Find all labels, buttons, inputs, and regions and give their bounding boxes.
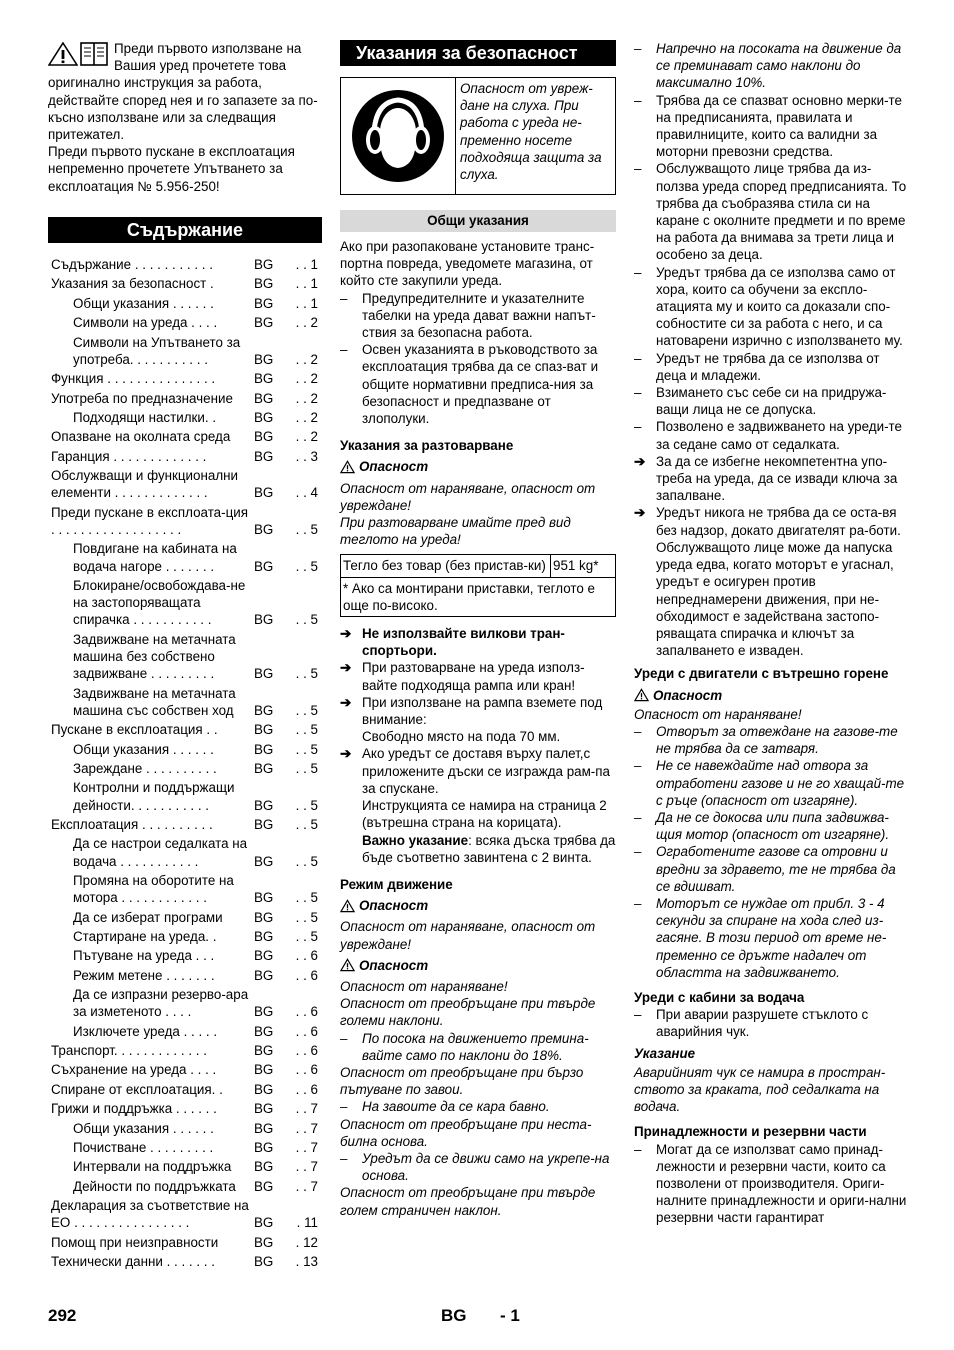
toc-entry[interactable] — [48, 1196, 322, 1233]
toc-entry[interactable] — [48, 1060, 322, 1079]
toc-entry-lang: BG — [254, 909, 274, 925]
toc-entry[interactable] — [48, 1177, 322, 1196]
toc-entry-page: . . 2 — [295, 429, 318, 445]
toc-entry-lang: BG — [254, 816, 274, 832]
toc-entry-title: Съхранение на уреда . . . . — [51, 1062, 217, 1078]
arrow-item: ➔ При използване на рампа вземете под внимание: Свободно място на пода 70 мм. — [340, 694, 603, 745]
footer-section-page: - 1 — [500, 1306, 520, 1325]
toc-entry-page: . . 5 — [295, 909, 318, 925]
note-title: Указание — [634, 1045, 696, 1061]
toc-entry[interactable] — [48, 255, 322, 274]
toc-entry-title: Технически данни . . . . . . . — [51, 1254, 215, 1270]
list-item: – Напречно на посоката на движение да се преминават само наклони до максимално 10%. — [634, 41, 902, 91]
toc-entry-page: . . 5 — [295, 797, 318, 813]
toc-entry-title: Декларация за съответствие на ЕО . . . . . . . . . . . . . . . . — [51, 1198, 249, 1231]
toc-entry[interactable] — [48, 985, 322, 1022]
toc-entry-lang: BG — [254, 558, 274, 574]
drive-warning: Опасност от преобръщане при бързо пътуване по завои. — [340, 1064, 584, 1098]
intro-icons — [48, 42, 108, 66]
toc-entry-title: Съдържание . . . . . . . . . . . — [51, 257, 213, 273]
toc-entry-title: Обслужващи и функционални елементи . . . . . . . . . . . . . — [51, 468, 239, 501]
toc-entry-title: Да се изберат програми — [73, 909, 223, 925]
toc-entry[interactable] — [48, 447, 322, 466]
toc-entry-title: Експлоатация . . . . . . . . . . — [51, 816, 213, 832]
toc-entry[interactable] — [48, 1022, 322, 1041]
drive-warning: Опасност от преобръщане при твърде голем страничен наклон. — [340, 1185, 596, 1218]
toc-entry-title: Транспорт. . . . . . . . . . . . . — [51, 1043, 207, 1059]
toc-entry-lang: BG — [254, 371, 274, 387]
toc-entry-title: Задвижване на метачната машина със собствен ход — [73, 685, 236, 718]
toc-entry[interactable] — [48, 333, 322, 370]
toc-entry-title: Интервали на поддръжка — [73, 1159, 232, 1175]
toc-entry[interactable] — [48, 576, 322, 630]
drive-warning: Опасност от преобръщане при твърде големи наклони. — [340, 996, 596, 1029]
unload-warning-2: При разтоварване имайте пред вид теглото на уреда! — [340, 515, 571, 548]
list-item: – При аварии разрушете стъклото с аварийния чук. — [634, 1007, 869, 1040]
toc-entry[interactable] — [48, 408, 322, 427]
ice-title: Уреди с двигатели с вътрешно горене — [634, 666, 889, 682]
toc-entry-lang: BG — [254, 315, 274, 331]
toc-entry-title: Стартиране на уреда. . — [73, 928, 217, 944]
arrow-item: ➔ При разтоварване на уреда използ-вайте подходяща рампа или кран! — [340, 660, 585, 693]
toc-entry-page: . 12 — [295, 1234, 318, 1250]
toc-entry-title: Зареждане . . . . . . . . . . — [73, 760, 217, 776]
drive-warning: Опасност от нараняване, опасност от увреждане! — [340, 919, 596, 952]
toc-entry-title: Употреба по предназначение — [51, 390, 233, 406]
toc-entry-lang: BG — [254, 1215, 274, 1231]
drive-warning: Опасност от преобръщане при неста-билна основа. — [340, 1116, 592, 1149]
toc-entry-lang: BG — [254, 967, 274, 983]
list-item: – Уредът да се движи само на укрепе-на основа. — [340, 1150, 610, 1184]
hearing-protection-icon — [350, 88, 446, 184]
weight-value: 951 kg* — [551, 555, 616, 577]
list-item: – Огработените газове са отровни и вредни за здравето, те не трябва да се вдишват. — [634, 844, 896, 894]
toc-entry-lang: BG — [254, 1101, 274, 1117]
toc-entry-lang: BG — [254, 1004, 274, 1020]
danger-heading: Опасност — [634, 687, 910, 704]
para-unpack: Ако при разопаковане установите транс-портна повреда, уведомете магазина, от който сте закупили уреда. — [340, 239, 595, 289]
toc-entry[interactable] — [48, 1080, 322, 1099]
hearing-warning-box — [340, 77, 616, 195]
toc-entry[interactable] — [48, 1157, 322, 1176]
list-item: – Обслужващото лице трябва да из-ползва уреда според предписанията. То трябва да съобразява стила си на каране с околните предмети и по време на работа да внимава за трети лица и особено за деца. — [634, 161, 907, 263]
toc-entry[interactable] — [48, 759, 322, 778]
toc-entry-title: Почистване . . . . . . . . . — [73, 1140, 214, 1156]
toc-entry-title: Контролни и поддържащи дейности. . . . . . . . . . . — [73, 780, 235, 813]
manual-book-icon — [80, 42, 108, 66]
weight-note: * Ако са монтирани приставки, теглото е още по-високо. — [341, 577, 616, 616]
warning-icon — [634, 688, 649, 702]
toc-entry-title: Символи на Упътването за употреба. . . . . . . . . . . — [73, 334, 241, 367]
toc-entry-page: . . 5 — [295, 816, 318, 832]
toc-entry-lang: BG — [254, 351, 274, 367]
toc-entry[interactable] — [48, 369, 322, 388]
list-item: – По посока на движението премина-вайте само по наклони до 18%. — [340, 1030, 589, 1063]
toc-entry-lang: BG — [254, 797, 274, 813]
toc-entry-lang: BG — [254, 1254, 274, 1270]
toc-entry-lang: BG — [254, 1043, 274, 1059]
arrow-item: ➔ Ако уредът се доставя върху палет,с приложените дъски се изгражда рам-па за спускане. Инструкцията се намира на страница 2 (вътрешна страна на корицата). Важно указание: всяка дъска трябва да бъде съответно завинтена с 2 винта. — [340, 746, 616, 865]
list-item: – Отворът за отвеждане на газове-те не трябва да се затваря. — [634, 723, 898, 757]
toc-entry-page: . . 2 — [295, 371, 318, 387]
toc-entry-lang: BG — [254, 1140, 274, 1156]
toc-entry-page: . . 5 — [295, 853, 318, 869]
toc-entry[interactable] — [48, 871, 322, 908]
toc-entry-title: Преди пускане в експлоата-ция . . . . . . . . . . . . . . . . . . — [51, 504, 248, 537]
toc-entry-title: Повдигане на кабината на водача нагоре . . . . . . . — [73, 541, 237, 574]
unload-warning-1: Опасност от нараняване, опасност от увреждане! — [340, 480, 596, 513]
list-item: – Моторът се нуждае от прибл. 3 - 4 секунди за спиране на хода след из-гасяне. В този период от време не-пременно се дръжте надалеч от областта на задвижването. — [634, 895, 887, 980]
column-middle — [340, 40, 616, 1219]
toc-entry-lang: BG — [254, 1062, 274, 1078]
toc-entry-page: . . 1 — [295, 257, 318, 273]
toc-entry-page: . . 6 — [295, 1023, 318, 1039]
note-text: Аварийният чук се намира в простран-ството за краката, под седалката на водача. — [634, 1064, 886, 1115]
toc-entry-lang: BG — [254, 429, 274, 445]
toc-entry-lang: BG — [254, 1120, 274, 1136]
warning-icon — [340, 958, 355, 972]
toc-entry-title: Режим метене . . . . . . . — [73, 967, 215, 983]
table-of-contents — [48, 255, 322, 1271]
column-left — [48, 40, 322, 1271]
hearing-warning-text: Опасност от увреж-дане на слуха. При работа с уреда не-пременно носете подходяща защита за слуха. — [460, 81, 602, 183]
toc-entry-lang: BG — [254, 948, 274, 964]
toc-entry-title: Функция . . . . . . . . . . . . . . . — [51, 371, 216, 387]
toc-entry[interactable] — [48, 1138, 322, 1157]
toc-entry-lang: BG — [254, 276, 274, 292]
warning-icon — [48, 42, 78, 66]
toc-entry-lang: BG — [254, 760, 274, 776]
toc-entry-title: Спиране от експлоатация. . — [51, 1081, 223, 1097]
danger-heading: Опасност — [340, 897, 616, 914]
toc-entry-page: . . 6 — [295, 948, 318, 964]
toc-entry-page: . . 5 — [295, 522, 318, 537]
toc-entry-page: . . 6 — [295, 967, 318, 983]
danger-heading: Опасност — [340, 458, 616, 475]
arrow-item: ➔ Не използвайте вилкови тран-спортьори. — [340, 626, 565, 659]
toc-entry-page: . . 5 — [295, 722, 318, 738]
toc-entry-lang: BG — [254, 853, 274, 869]
intro-block — [48, 40, 322, 200]
toc-entry-lang: BG — [254, 485, 274, 501]
toc-entry-page: . . 5 — [295, 741, 318, 757]
toc-entry[interactable] — [48, 503, 322, 540]
toc-entry-page: . . 2 — [295, 315, 318, 331]
toc-entry[interactable] — [48, 927, 322, 946]
toc-entry-page: . . 2 — [295, 410, 318, 426]
footer-lang: BG — [441, 1306, 467, 1325]
toc-entry-page: . 13 — [295, 1254, 318, 1270]
toc-entry-page: . . 5 — [295, 558, 318, 574]
arrow-item: ➔ Уредът никога не трябва да се оста-вя без надзор, докато двигателят ра-боти. Обслужващото лице може да напуска уреда едва, когато моторът е угаснал, уредът е осигурен против непреднамерени движения, при не-обходимост е задействана застопо-ряващата спирачка и ключът за запалването е изваден. — [634, 505, 901, 659]
toc-entry-page: . . 1 — [295, 276, 318, 292]
toc-entry-title: Общи указания . . . . . . — [73, 1120, 214, 1136]
drive-warning: Опасност от нараняване! — [340, 978, 508, 994]
toc-entry-title: Пускане в експлоатация . . — [51, 722, 218, 738]
toc-entry-title: Пътуване на уреда . . . — [73, 948, 215, 964]
toc-entry-page: . . 2 — [295, 390, 318, 406]
weight-label: Тегло без товар (без пристав-ки) — [341, 555, 551, 577]
toc-entry[interactable] — [48, 1119, 322, 1138]
toc-title: Съдържание — [48, 217, 322, 243]
toc-entry-page: . . 6 — [295, 1004, 318, 1020]
toc-entry-title: Да се настрои седалката на водача . . . . . . . . . . . — [73, 836, 248, 869]
toc-entry-lang: BG — [254, 522, 274, 537]
toc-entry-page: . . 5 — [295, 760, 318, 776]
toc-entry-page: . . 7 — [295, 1159, 318, 1175]
toc-entry-lang: BG — [254, 257, 274, 273]
ice-warning: Опасност от нараняване! — [634, 706, 802, 722]
toc-entry-lang: BG — [254, 1234, 274, 1250]
toc-entry-lang: BG — [254, 1023, 274, 1039]
list-item: – Не се навеждайте над отвора за отработени газове и не го хващай-те с ръце (опасност от изгаряне). — [634, 758, 905, 808]
toc-entry-page: . . 7 — [295, 1178, 318, 1194]
toc-entry-title: Блокиране/освобождава-не на застопоряващата спирачка . . . . . . . . . . . — [73, 577, 246, 628]
toc-entry-page: . . 7 — [295, 1120, 318, 1136]
toc-entry-page: . . 2 — [295, 351, 318, 367]
toc-entry-page: . . 7 — [295, 1140, 318, 1156]
toc-entry-page: . . 6 — [295, 1081, 318, 1097]
drive-title: Режим движение — [340, 876, 453, 892]
toc-entry-lang: BG — [254, 1081, 274, 1097]
page-number: 292 — [48, 1306, 77, 1325]
toc-entry-page: . . 5 — [295, 928, 318, 944]
toc-entry[interactable] — [48, 313, 322, 332]
toc-entry-title: Изключете уреда . . . . . — [73, 1023, 218, 1039]
column-right — [634, 40, 910, 1227]
toc-entry-lang: BG — [254, 448, 274, 464]
danger-heading: Опасност — [340, 957, 616, 974]
toc-entry[interactable] — [48, 683, 322, 720]
list-item: – Могат да се използват само принад-лежности и резервни части, които са позволени от производителя. Ориги-налните принадлежности и ориги-нални резервни части гарантират — [634, 1141, 907, 1226]
list-item: – Трябва да се спазват основно мерки-те на предписанията, правилата и правилниците, които са валидни за моторни превозни средства. — [634, 92, 902, 160]
toc-entry-title: Промяна на оборотите на мотора . . . . . . . . . . . . — [73, 872, 234, 906]
list-item: – Уредът трябва да се използва само от хора, които са обучени за експло-атацията му и които са доказали спо-собностите си за работа с него, и са натоварени изрично с използването му. — [634, 264, 903, 349]
toc-entry-page: . . 6 — [295, 1062, 318, 1078]
toc-entry[interactable] — [48, 1041, 322, 1060]
toc-entry[interactable] — [48, 739, 322, 758]
toc-entry-page: . . 6 — [295, 1043, 318, 1059]
toc-entry-lang: BG — [254, 612, 274, 628]
list-item: – Освен указанията в ръководството за експлоатация трябва да се спаз-ват и общите нормативни предписа-ния за безопасност и предпазване от злополуки. — [340, 342, 599, 427]
list-item: – Предупредителните и указателните табелки на уреда дават важни напът-ствия за безопасна работа. — [340, 290, 596, 341]
toc-entry-lang: BG — [254, 928, 274, 944]
acc-title: Принадлежности и резервни части — [634, 1124, 867, 1140]
toc-entry-page: . . 5 — [295, 702, 318, 718]
toc-entry-lang: BG — [254, 1178, 274, 1194]
warning-icon — [340, 899, 355, 913]
arrow-item: ➔ За да се избегне некомпетентна упо-требa на уреда, да се извади ключа за запалване. — [634, 453, 898, 504]
toc-entry-lang: BG — [254, 666, 274, 682]
toc-entry[interactable] — [48, 966, 322, 985]
toc-entry[interactable] — [48, 1099, 322, 1118]
toc-entry[interactable] — [48, 1233, 322, 1252]
list-item: – Взимането със себе си на придружа-ващи лица не се допуска. — [634, 385, 887, 418]
toc-entry-title: Опазване на околната среда — [51, 429, 231, 445]
intro-text: Преди първото използване на Вашия уред прочетете това оригинално инструкция за работа, действайте според нея и го запазете за по-късно използване или за следващия притежател. — [48, 41, 318, 143]
warning-icon — [340, 460, 355, 474]
toc-entry[interactable] — [48, 466, 322, 503]
toc-entry[interactable] — [48, 274, 322, 293]
toc-entry-page: . . 5 — [295, 666, 318, 682]
toc-entry-page: . . 5 — [295, 890, 318, 906]
toc-entry-lang: BG — [254, 702, 274, 718]
toc-entry-title: Помощ при неизправности — [51, 1234, 219, 1250]
toc-entry-lang: BG — [254, 1159, 274, 1175]
toc-entry-page: . . 5 — [295, 612, 318, 628]
toc-entry-page: . . 3 — [295, 448, 318, 464]
toc-entry-page: . . 4 — [295, 485, 318, 501]
general-title: Общи указания — [340, 210, 616, 232]
toc-entry-lang: BG — [254, 390, 274, 406]
toc-entry-lang: BG — [254, 410, 274, 426]
toc-entry-title: Задвижване на метачната машина без собствено задвижване . . . . . . . . . — [73, 631, 236, 682]
toc-entry-page: . 11 — [296, 1215, 318, 1231]
toc-entry[interactable] — [48, 946, 322, 965]
toc-entry-page: . . 7 — [295, 1101, 318, 1117]
toc-entry-page: . . 1 — [295, 295, 318, 311]
toc-entry[interactable] — [48, 539, 322, 576]
intro-text-2: Преди първото пускане в експлоатация непременно прочетете Упътването за експлоатация № 5.956-250! — [48, 144, 295, 194]
toc-entry-title: Общи указания . . . . . . — [73, 741, 214, 757]
toc-entry[interactable] — [48, 294, 322, 313]
toc-entry[interactable] — [48, 834, 322, 871]
toc-entry-title: Символи на уреда . . . . — [73, 315, 218, 331]
toc-entry-title: Подходящи настилки. . — [73, 410, 217, 426]
list-item: – Уредът не трябва да се използва от деца и младежи. — [634, 350, 880, 383]
toc-entry-title: Гаранция . . . . . . . . . . . . . — [51, 448, 207, 464]
list-item: – Да не се докосва или пипа задвижва-щия мотор (опасност от изгаряне). — [634, 809, 890, 843]
toc-entry-lang: BG — [254, 890, 274, 906]
toc-entry-title: Грижи и поддръжка . . . . . . — [51, 1101, 217, 1117]
section-title: Указания за безопасност — [340, 40, 616, 66]
toc-entry-lang: BG — [254, 722, 274, 738]
unload-title: Указания за разтоварване — [340, 438, 514, 454]
toc-entry[interactable] — [48, 720, 322, 739]
toc-entry-title: Дейности по поддръжката — [73, 1178, 236, 1194]
toc-entry[interactable] — [48, 1252, 322, 1271]
toc-entry-title: Да се изпразни резерво-ара за изметеното . . . . — [73, 987, 249, 1020]
toc-entry[interactable] — [48, 389, 322, 408]
toc-entry-title: Общи указания . . . . . . — [73, 295, 214, 311]
toc-entry[interactable] — [48, 907, 322, 926]
toc-entry[interactable] — [48, 778, 322, 815]
toc-entry-title: Указания за безопасност . — [51, 276, 214, 292]
toc-entry[interactable] — [48, 427, 322, 446]
cab-title: Уреди с кабини за водача — [634, 989, 805, 1005]
toc-entry[interactable] — [48, 630, 322, 684]
toc-entry-lang: BG — [254, 295, 274, 311]
toc-entry[interactable] — [48, 815, 322, 834]
list-item: – На завоите да се кара бавно. — [340, 1099, 550, 1115]
weight-table — [340, 554, 616, 617]
toc-entry-lang: BG — [254, 741, 274, 757]
list-item: – Позволено е задвижването на уреди-те за седане само от седалката. — [634, 419, 902, 452]
